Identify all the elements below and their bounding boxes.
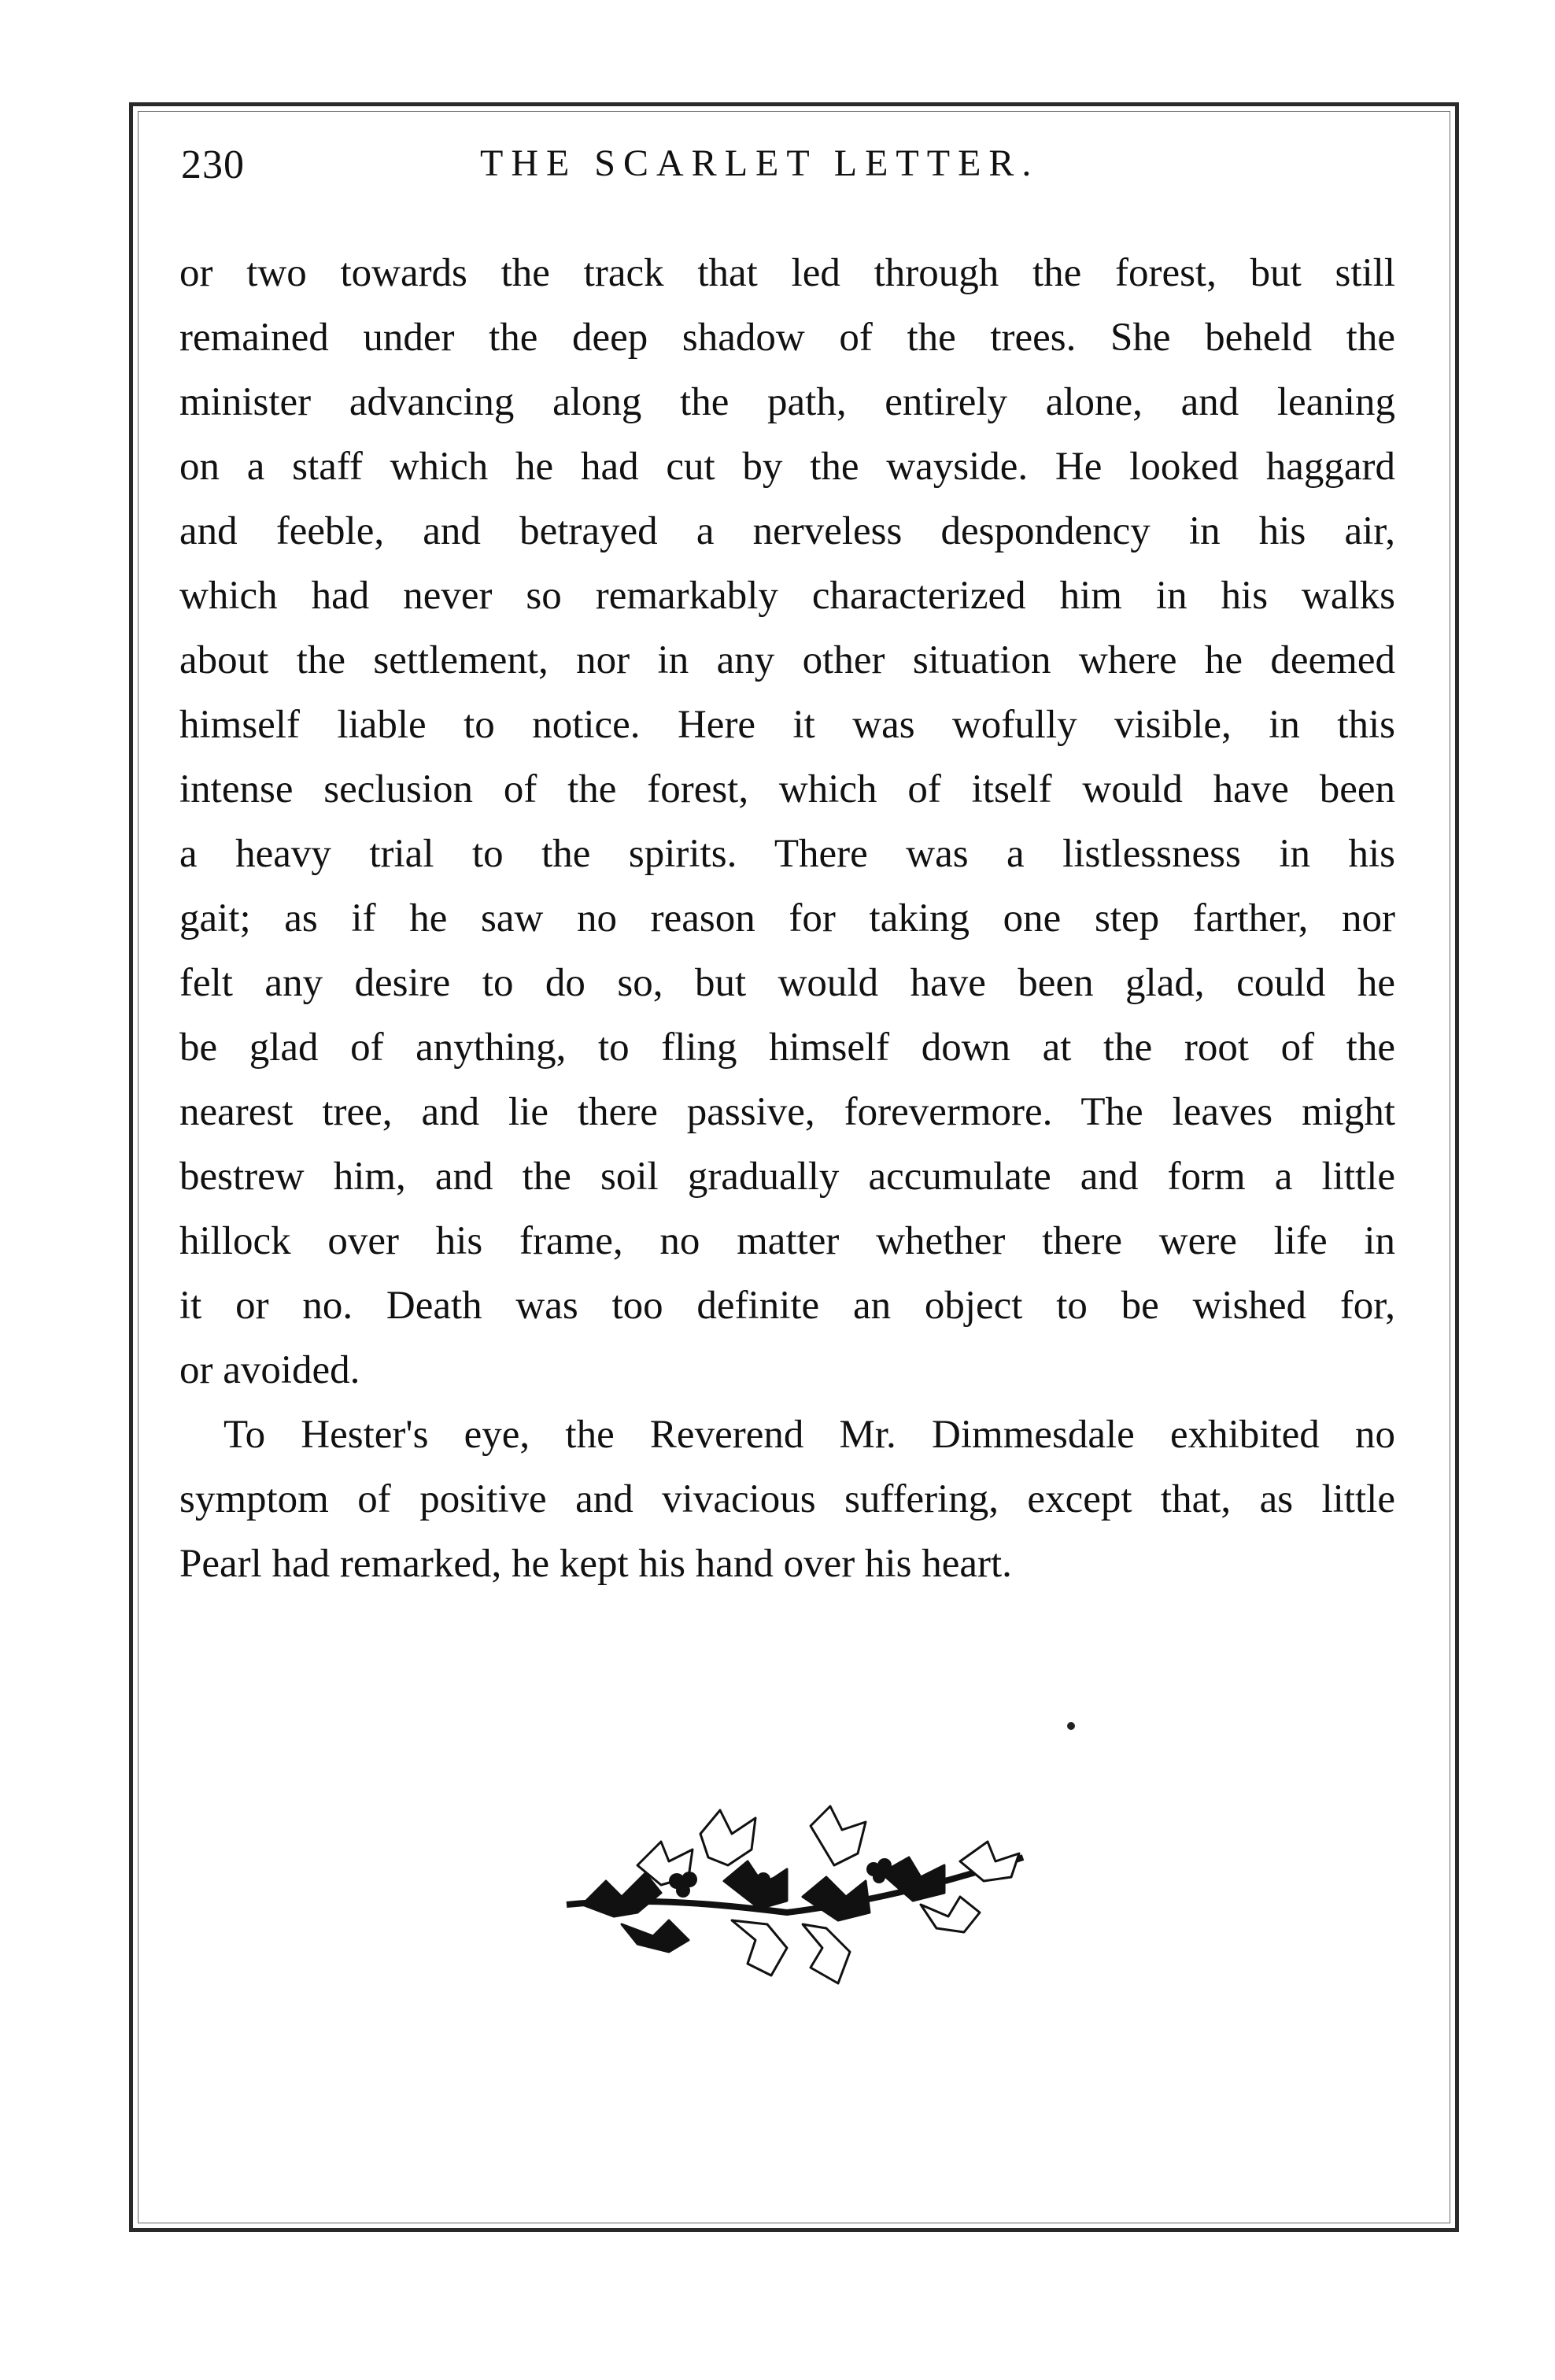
text-line: bestrew him, and the soil gradually accumulate and form a little — [179, 1155, 1395, 1199]
text-line: hillock over his frame, no matter whether there were life in — [179, 1219, 1395, 1263]
page-number: 230 — [181, 142, 245, 187]
text-line: To Hester's eye, the Reverend Mr. Dimmesdale exhibited no — [223, 1413, 1395, 1457]
text-line: gait; as if he saw no reason for taking one step farther, nor — [179, 896, 1395, 941]
body-text — [179, 241, 1395, 1596]
text-line: be glad of anything, to fling himself down at the root of the — [179, 1026, 1395, 1070]
text-line: symptom of positive and vivacious suffering, except that, as little — [179, 1477, 1395, 1521]
text-line: about the settlement, nor in any other situation where he deemed — [179, 638, 1395, 682]
running-head — [181, 142, 1393, 205]
text-line: which had never so remarkably characterized him in his walks — [179, 574, 1395, 618]
running-title: THE SCARLET LETTER. — [480, 142, 1040, 184]
text-line: remained under the deep shadow of the trees. She beheld the — [179, 316, 1395, 360]
text-line: minister advancing along the path, entirely alone, and leaning — [179, 380, 1395, 424]
paragraph-2 — [179, 1402, 1395, 1596]
text-line: intense seclusion of the forest, which of itself would have been — [179, 767, 1395, 811]
paragraph-1 — [179, 241, 1395, 1402]
text-line: it or no. Death was too definite an object to be wished for, — [179, 1284, 1395, 1328]
text-line: himself liable to notice. Here it was wofully visible, in this — [179, 703, 1395, 747]
text-line: or avoided. — [179, 1348, 360, 1392]
holly-sprig-icon — [551, 1787, 1039, 1991]
text-line: felt any desire to do so, but would have been glad, could he — [179, 961, 1395, 1005]
text-line: Pearl had remarked, he kept his hand over his heart. — [179, 1542, 1012, 1586]
ink-speck — [1067, 1722, 1075, 1730]
text-line: nearest tree, and lie there passive, forevermore. The leaves might — [179, 1090, 1395, 1134]
text-line: a heavy trial to the spirits. There was a listlessness in his — [179, 832, 1395, 876]
text-line: or two towards the track that led through the forest, but still — [179, 251, 1395, 295]
text-line: on a staff which he had cut by the wayside. He looked haggard — [179, 445, 1395, 489]
text-line: and feeble, and betrayed a nerveless despondency in his air, — [179, 509, 1395, 553]
